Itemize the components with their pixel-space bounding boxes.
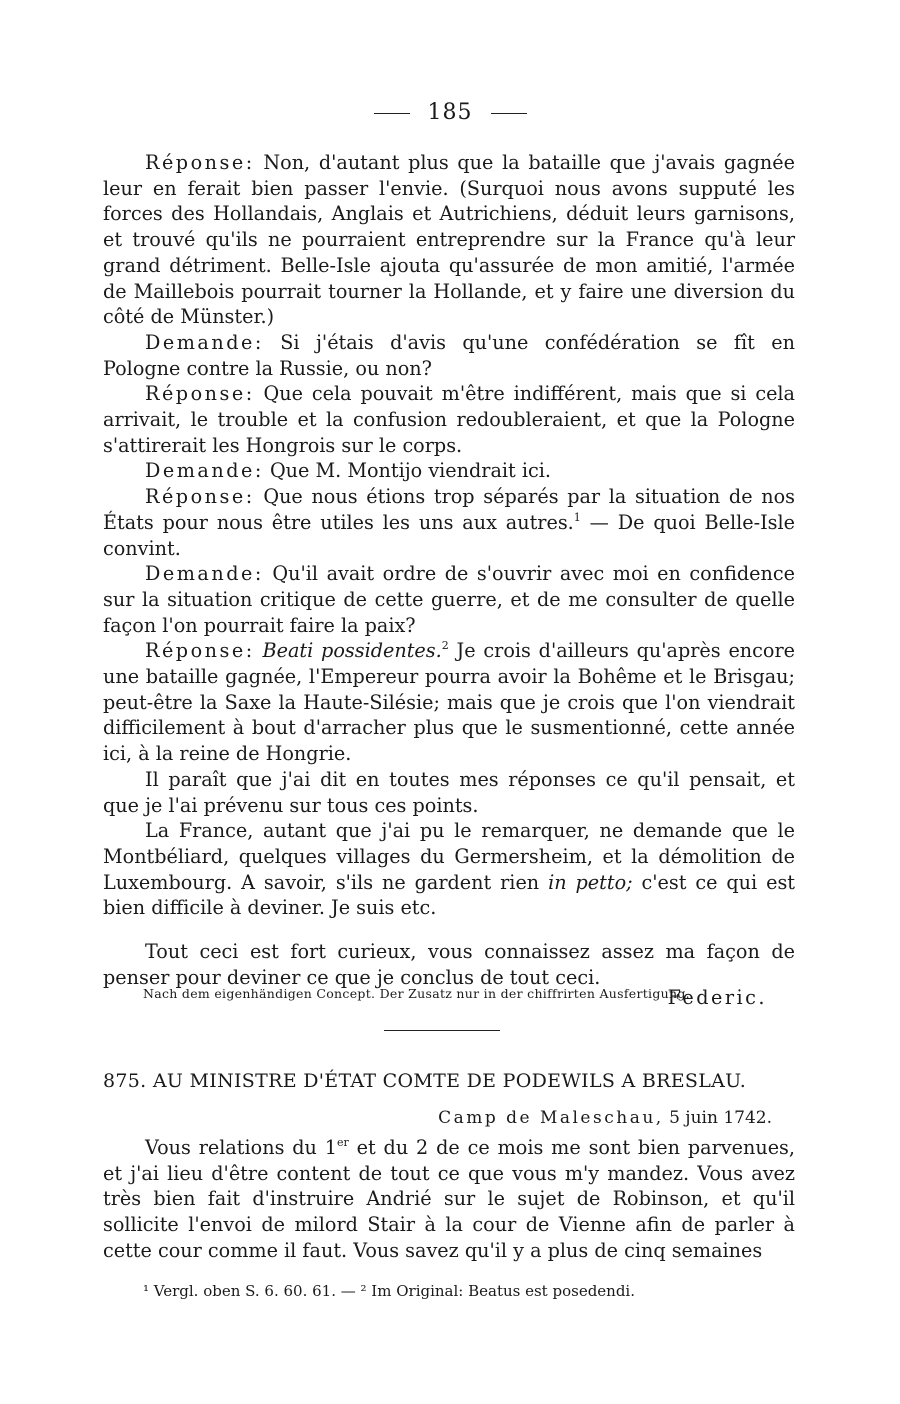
paragraph (103, 767, 795, 818)
dialogue-label: Réponse: (145, 151, 255, 174)
paragraph-text: et du 2 de ce mois me sont bien parvenues, et j'ai lieu d'être content de tout ce que vous m'y mandez. Vous avez très bien fait d'instruire Andrié sur le sujet de Robinson, et qu'il sollicite l'envoi de milord Stair à la cour de Vienne afin de parler à cette cour comme il faut. Vous savez qu'il y a plus de cinq semaines (103, 1136, 795, 1262)
dialogue-label: Demande: (145, 562, 264, 586)
page-number: 185 (427, 100, 473, 125)
paragraph-text: c'est ce qui est bien difficile à deviner. Je suis etc. (103, 870, 796, 920)
source-note: Nach dem eigenhändigen Concept. Der Zusatz nur in der chiffrirten Ausfertigung. (143, 986, 690, 1001)
paragraph-text: Je crois d'ailleurs qu'après encore une bataille gagnée, l'Empereur pourra avoir la Bohême et le Brisgau; peut-être la Saxe la Haute-Silésie; mais que je crois que l'on viendrait difficilement à bout d'arracher plus que le susmentionné, cette année ici, à la reine de Hongrie. (103, 639, 795, 766)
paragraph (103, 561, 795, 638)
paragraph (103, 1135, 795, 1264)
paragraph-text: Vous relations du 1 (145, 1136, 337, 1159)
footnotes: ¹ Vergl. oben S. 6. 60. 61. — ² Im Original: Beatus est posedendi. (143, 1282, 635, 1300)
dialogue-label: Réponse: (145, 382, 255, 406)
letter-text (103, 1135, 795, 1264)
dialogue-label: Réponse: (145, 485, 255, 509)
paragraph (103, 150, 795, 330)
paragraph (103, 381, 795, 458)
main-text (103, 150, 795, 1010)
paragraph (103, 330, 795, 381)
dialogue-label: Réponse: (145, 639, 255, 663)
paragraph-text: Que cela pouvait m'être indifférent, mais que si cela arrivait, le trouble et la confusion redoubleraient, et que la Pologne s'attirerait les Hongrois sur le corps. (103, 382, 795, 457)
spacer (103, 921, 795, 939)
paragraph-text: Si j'étais d'avis qu'une confédération se fît en Pologne contre la Russie, ou non? (103, 330, 795, 380)
dateline-date: 5 juin 1742. (663, 1108, 772, 1128)
page-header (0, 100, 900, 125)
section-divider (384, 1030, 500, 1031)
paragraph (103, 458, 795, 484)
paragraph-text: — De quoi Belle-Isle convint. (103, 510, 795, 560)
footnote-ref: 2 (441, 639, 449, 653)
dialogue-label: Demande: (145, 330, 264, 354)
italic-text: Beati possidentes. (254, 639, 442, 663)
paragraph-text: Non, d'autant plus que la bataille que j'avais gagnée leur en ferait bien passer l'envie. (Surquoi nous avons supputé les forces des Hollandais, Anglais et Autrichiens, déduit leurs garnisons, et trouvé qu'ils ne pourraient entreprendre sur la France qu'à leur grand détriment. Belle-Isle ajouta qu'assurée de mon amitié, l'armée de Maillebois pourrait tourner la Hollande, et y faire une diversion du côté de Münster.) (103, 151, 795, 329)
paragraph (103, 818, 795, 921)
header-dash-left (374, 113, 410, 114)
paragraph-text: Qu'il avait ordre de s'ouvrir avec moi en confidence sur la situation critique de cette guerre, et de me consulter de quelle façon l'on pourrait faire la paix? (103, 562, 795, 637)
paragraph-text: Que M. Montijo viendrait ici. (263, 459, 551, 483)
dateline-place: Camp de Maleschau, (438, 1108, 664, 1128)
signature: Federic. (667, 985, 767, 1009)
dialogue-label: Demande: (145, 459, 264, 483)
paragraph-text: Il paraît que j'ai dit en toutes mes réponses ce qu'il pensait, et que je l'ai prévenu sur tous ces points. (103, 767, 795, 817)
header-dash-right (491, 113, 527, 114)
dateline (438, 1108, 772, 1128)
paragraph-text: La France, autant que j'ai pu le remarquer, ne demande que le Montbéliard, quelques villages du Germersheim, et la démolition de Luxembourg. A savoir, s'ils ne gardent rien (103, 819, 795, 894)
paragraph-text: Que nous étions trop séparés par la situation de nos États pour nous être utiles les uns aux autres. (103, 485, 795, 534)
closing-paragraph: Tout ceci est fort curieux, vous connaissez assez ma façon de penser pour deviner ce que je conclus de tout ceci. (103, 940, 795, 989)
paragraph (103, 484, 795, 561)
italic-text: in petto; (548, 870, 633, 894)
letter-heading: 875. AU MINISTRE D'ÉTAT COMTE DE PODEWILS A BRESLAU. (103, 1070, 747, 1092)
footnote-ref: 1 (573, 510, 581, 524)
ordinal-suffix: er (336, 1136, 349, 1149)
paragraph (103, 638, 795, 767)
